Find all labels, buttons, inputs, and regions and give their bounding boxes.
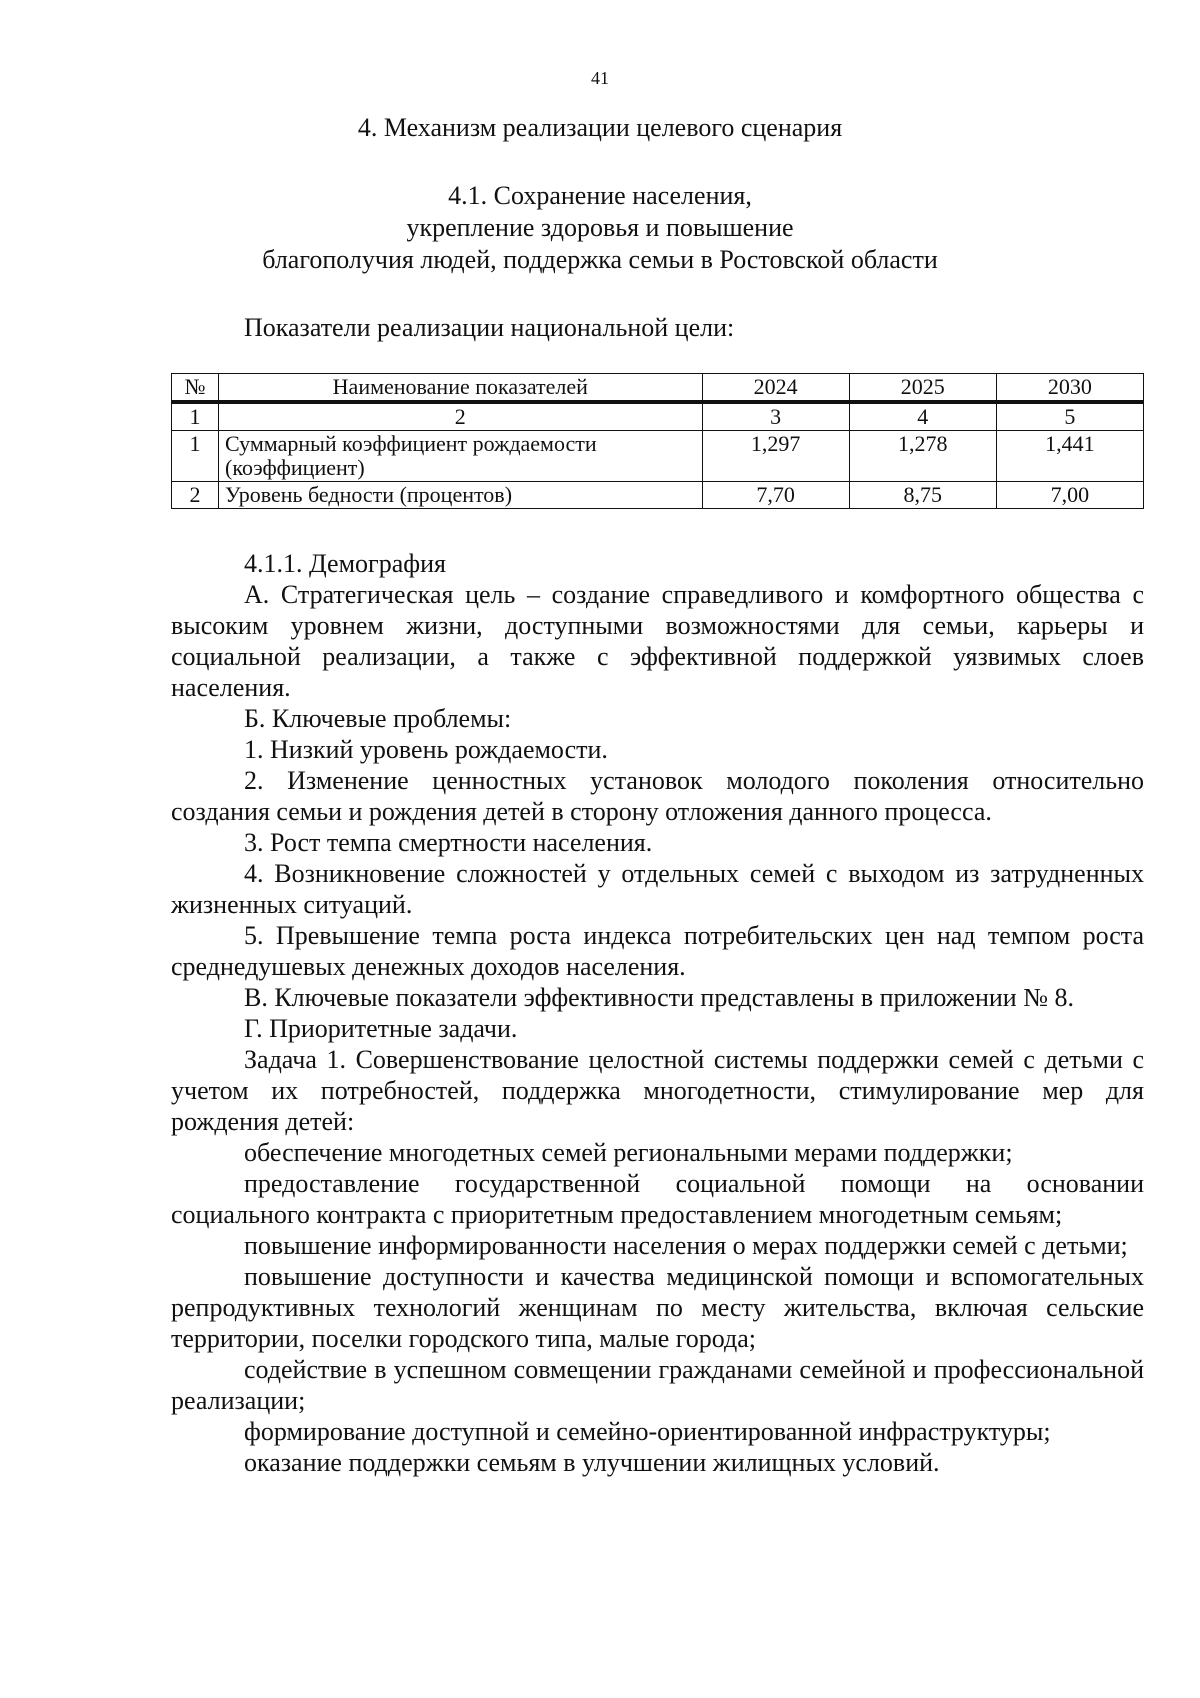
task-measure-item: повышение доступности и качества медицинской помощи и вспомогательных репродуктивных технологий женщинам по месту жительства, включая сельские территории, поселки городского типа, малые города; [171,1262,1144,1353]
column-number: 2 [219,402,702,431]
problem-item: 5. Превышение темпа роста индекса потребительских цен над темпом роста среднедушевых денежных доходов населения. [171,921,1144,981]
subsection-heading-demography: 4.1.1. Демография [244,549,446,578]
page-number: 41 [591,68,609,88]
key-indicators-paragraph: В. Ключевые показатели эффективности представлены в приложении № 8. [244,983,1074,1012]
problem-item: 4. Возникновение сложностей у отдельных семей с выходом из затрудненных жизненных ситуаций. [171,859,1144,919]
indicators-label: Показатели реализации национальной цели: [244,313,735,342]
table-row [172,482,1144,509]
column-number: 3 [702,402,849,431]
header-year-2024: 2024 [702,374,849,403]
column-number: 1 [172,402,219,431]
indicator-name: Уровень бедности (процентов) [219,482,702,509]
indicators-table [171,373,1144,509]
task-paragraph: Задача 1. Совершенствование целостной системы поддержки семей с детьми с учетом их потребностей, поддержка многодетности, стимулирование мер для рождения детей: [171,1045,1144,1136]
subsection-title-line: 4.1. Сохранение населения, [448,181,752,210]
column-number: 4 [849,402,996,431]
row-number: 1 [172,431,219,482]
row-number: 2 [172,482,219,509]
value-2024: 7,70 [702,482,849,509]
strategic-goal-paragraph: А. Стратегическая цель – создание справедливого и комфортного общества с высоким уровнем жизни, доступными возможностями для семьи, карьеры и социальной реализации, а также с эффективной поддержкой уязвимых слоев населения. [171,580,1144,702]
table-header-row [172,374,1144,403]
value-2030: 1,441 [996,431,1143,482]
problem-item: 3. Рост темпа смертности населения. [244,828,653,857]
subsection-title-line: укрепление здоровья и повышение [406,213,794,242]
key-problems-heading: Б. Ключевые проблемы: [244,704,512,733]
value-2024: 1,297 [702,431,849,482]
task-measure-item: формирование доступной и семейно-ориентированной инфраструктуры; [244,1417,1051,1446]
subsection-title-line: благополучия людей, поддержка семьи в Ростовской области [262,245,938,274]
header-year-2025: 2025 [849,374,996,403]
indicator-name: Суммарный коэффициент рождаемости (коэффициент) [219,431,702,482]
document-body [171,548,1144,1478]
header-number: № [172,374,219,403]
section-title: 4. Механизм реализации целевого сценария [357,113,843,142]
table-row [172,431,1144,482]
problem-item: 2. Изменение ценностных установок молодого поколения относительно создания семьи и рождения детей в сторону отложения данного процесса. [171,766,1144,826]
task-measure-item: предоставление государственной социальной помощи на основании социального контракта с приоритетным предоставлением многодетным семьям; [171,1169,1144,1229]
column-number: 5 [996,402,1143,431]
value-2030: 7,00 [996,482,1143,509]
task-measure-item: оказание поддержки семьям в улучшении жилищных условий. [244,1448,940,1477]
problem-item: 1. Низкий уровень рождаемости. [244,735,608,764]
value-2025: 1,278 [849,431,996,482]
task-measure-item: повышение информированности населения о мерах поддержки семей с детьми; [244,1231,1128,1260]
task-measure-item: содействие в успешном совмещении гражданами семейной и профессиональной реализации; [171,1355,1144,1415]
header-year-2030: 2030 [996,374,1143,403]
value-2025: 8,75 [849,482,996,509]
priority-tasks-heading: Г. Приоритетные задачи. [244,1014,518,1043]
header-indicator-name: Наименование показателей [219,374,702,403]
task-measure-item: обеспечение многодетных семей региональными мерами поддержки; [244,1138,1013,1167]
column-number-row [172,402,1144,431]
subsection-title [0,180,1200,276]
